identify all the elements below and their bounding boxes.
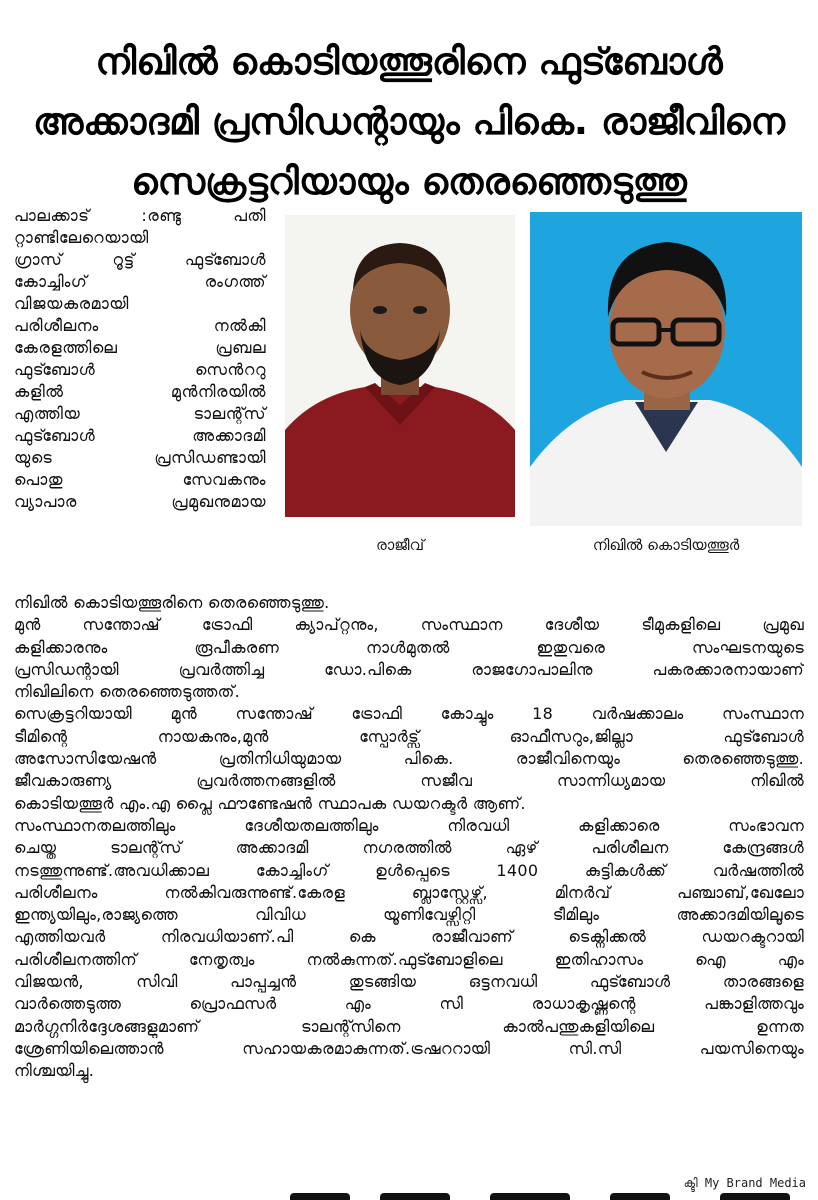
body-line: സെക്രട്ടറിയായി മുൻ സന്തോഷ് ട്രോഫി കോച്ചും 18 വർഷക്കാലം സംസ്ഥാന (14, 704, 804, 724)
body-line: അസോസിയേഷൻ പ്രതിനിധിയുമായ പികെ. രാജീവിനെയും തെരഞ്ഞെടുത്തു. (14, 749, 804, 769)
body-line: വാർത്തെടുത്ത പ്രൊഫസർ എം സി രാധാകൃഷ്ണന്റെ പങ്കാളിത്തവും (14, 994, 804, 1014)
lead-line: കോച്ചിംഗ് രംഗത്ത് (14, 272, 266, 291)
lead-line: ഗ്രാസ് റൂട്ട് ഫുട്ബോൾ (14, 250, 266, 269)
body-line: നിഖിലിനെ തെരഞ്ഞെടുത്തത്. (14, 682, 240, 702)
lead-line: പരിശീലനം നൽകി (14, 316, 266, 335)
nikhil-caption: നിഖിൽ കൊടിയത്തൂർ (592, 536, 740, 554)
headline-line-1: നിഖിൽ കൊടിയത്തൂരിനെ ഫുട്ബോൾ (95, 40, 723, 83)
lead-line: പാലക്കാട് :രണ്ടു പതി (14, 206, 266, 225)
body-line: ടീമിന്റെ നായകനും,മുൻ സ്പോർട്സ് ഓഫീസറും,ജില്ലാ ഫുട്ബോൾ (14, 726, 804, 746)
lead-line: ഫുട്ബോൾ സെൻററു (14, 360, 266, 379)
rajeev-photo (285, 215, 515, 517)
lead-line: കളിൽ മുൻനിരയിൽ (14, 382, 266, 401)
lead-line: എത്തിയ ടാലന്റ്സ് (14, 404, 266, 423)
body-line: ഇന്ത്യയിലും,രാജ്യത്തെ വിവിധ യൂണിവേഴ്സിറ്റി ടീമിലും അക്കാദമിയിലൂടെ (14, 905, 804, 925)
lead-line: കേരളത്തിലെ പ്രബല (14, 338, 266, 357)
brand-watermark: ക്ടി My Brand Media (683, 1176, 806, 1190)
body-line: മാർഗ്ഗനിർദ്ദേശങ്ങളുമാണ് ടാലന്റ്സിനെ കാൽപന്തുകളിയിലെ ഉന്നത (14, 1016, 804, 1036)
lead-line: പൊതു സേവകനും (14, 470, 266, 489)
lead-line: വിജയകരമായി (14, 294, 129, 313)
lead-paragraph (14, 205, 266, 513)
body-line: മുൻ സന്തോഷ് ട്രോഫി ക്യാപ്റ്റനും, സംസ്ഥാന ദേശീയ ടീമുകളിലെ പ്രമുഖ (14, 615, 804, 635)
body-line: ജീവകാരുണ്യ പ്രവർത്തനങ്ങളിൽ സജീവ സാന്നിധ്യമായ നിഖിൽ (14, 771, 804, 791)
body-line: നിശ്ചയിച്ചു. (14, 1061, 95, 1081)
next-headline-fragment (290, 1193, 810, 1200)
body-line: നടത്തുന്നുണ്ട്.അവധിക്കാല കോച്ചിംഗ് ഉൾപ്പെടെ 1400 കുട്ടികൾക്ക് വർഷത്തിൽ (14, 860, 804, 880)
body-line: ചെയ്ത ടാലന്റ്സ് അക്കാദമി നഗരത്തിൽ ഏഴ് പരിശീലന കേന്ദ്രങ്ങൾ (14, 838, 804, 858)
lead-line: യുടെ പ്രസിഡണ്ടായി (14, 448, 266, 467)
body-line: എത്തിയവർ നിരവധിയാണ്.പി കെ രാജീവാണ് ടെക്നിക്കൽ ഡയറക്ടറായി (14, 927, 804, 947)
headline-line-3: സെക്രട്ടറിയായും തെരഞ്ഞെടുത്തു (131, 160, 687, 203)
rajeev-caption: രാജീവ് (375, 536, 425, 554)
nikhil-photo (530, 212, 802, 526)
body-line: കളിക്കാരനും രൂപീകരണ നാൾമുതൽ ഇതുവരെ സംഘടനയുടെ (14, 637, 804, 657)
headline (10, 32, 808, 212)
article-body (14, 592, 804, 1083)
body-line: പരിശീലനത്തിന് നേതൃത്വം നൽകുന്നത്.ഫുട്ബോളിലെ ഇതിഹാസം ഐ എം (14, 949, 804, 969)
lead-line: വ്യാപാര പ്രമുഖനുമായ (14, 492, 266, 511)
lead-line: ഫുട്ബോൾ അക്കാദമി (14, 426, 266, 445)
lead-line: റ്റാണ്ടിലേറെയായി (14, 228, 149, 247)
body-line: സംസ്ഥാനതലത്തിലും ദേശീയതലത്തിലും നിരവധി കളിക്കാരെ സംഭാവന (14, 815, 804, 835)
body-line: പ്രസിഡന്റായി പ്രവർത്തിച്ച ഡോ.പികെ രാജഗോപാലിനു പകരക്കാരനായാണ് (14, 659, 804, 679)
body-line: നിഖിൽ കൊടിയത്തൂരിനെ തെരഞ്ഞെടുത്തു. (14, 593, 330, 612)
headline-line-2: അക്കാദമി പ്രസിഡന്റായും പികെ. രാജീവിനെ (33, 100, 785, 143)
body-line: വിജയൻ, സിവി പാപ്പച്ചൻ തുടങ്ങിയ ഒട്ടനവധി ഫുട്ബോൾ താരങ്ങളെ (14, 972, 804, 992)
body-line: ശ്രേണിയിലെത്താൻ സഹായകരമാകുന്നത്.ട്രഷററായി സി.സി പയസിനെയും (14, 1038, 804, 1058)
body-line: പരിശീലനം നൽകിവരുന്നുണ്ട്.കേരള ബ്ലാസ്റ്റേഴ്സ്, മിനർവ് പഞ്ചാബ്,ഖേലോ (14, 882, 804, 902)
body-line: കൊടിയത്തൂർ എം.എ പ്ലൈ ഫൗണ്ടേഷൻ സ്ഥാപക ഡയറക്ടർ ആണ്. (14, 793, 526, 813)
